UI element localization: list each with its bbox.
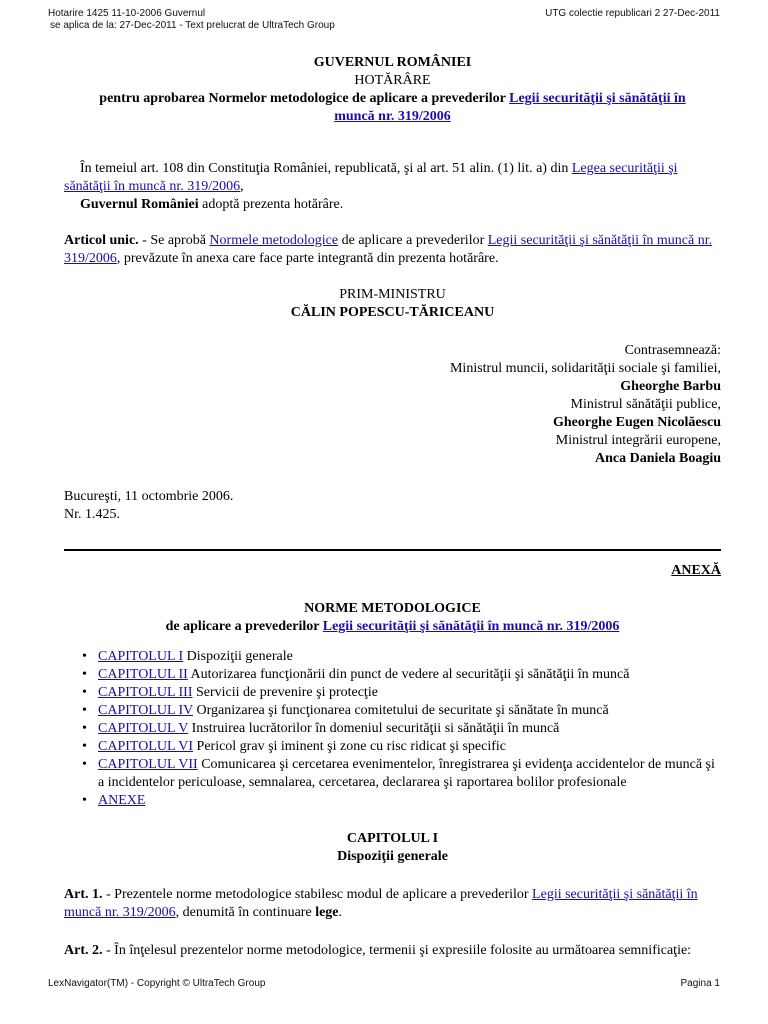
doc-title xyxy=(64,90,721,126)
gov-name: GUVERNUL ROMÂNIEI xyxy=(313,55,472,70)
minister3-name: Anca Daniela Boagiu xyxy=(594,451,721,466)
list-item xyxy=(98,720,721,738)
article-text: - Se aprobă xyxy=(138,233,210,248)
page-header-left xyxy=(48,8,335,32)
legal-basis-text: În temeiul art. 108 din Constituţia României, republicată, şi al art. 51 alin. (1) lit. a) din xyxy=(80,161,572,176)
chapter-list xyxy=(64,648,721,810)
paragraph-legal-basis xyxy=(64,160,721,196)
page-header-right xyxy=(545,8,720,20)
chapter-title: Comunicarea şi cercetarea evenimentelor, înregistrarea şi evidenţa accidentelor de muncă şi a incidentelor periculoase, semnalarea, cercetarea, declararea şi raportarea bolilor profesionale xyxy=(98,757,715,790)
norms-title: NORME METODOLOGICE xyxy=(304,601,481,616)
minister1-title: Ministrul muncii, solidarităţii sociale şi familiei, xyxy=(449,361,721,376)
pm-name: CĂLIN POPESCU-TĂRICEANU xyxy=(290,305,495,320)
footer-copyright: LexNavigator(TM) - Copyright © UltraTech Group xyxy=(48,978,266,989)
article-text: - Prezentele norme metodologice stabilesc modul de aplicare a prevederilor xyxy=(102,887,533,902)
annex-label xyxy=(64,562,721,580)
article-2 xyxy=(64,942,721,960)
article-text: , denumită în continuare xyxy=(175,905,316,920)
law-link[interactable]: Legii securităţii şi sănătăţii în muncă nr. 319/2006 xyxy=(334,91,686,124)
paragraph-adopt xyxy=(64,196,721,214)
article-text: de aplicare a prevederilor xyxy=(338,233,488,248)
minister2-name: Gheorghe Eugen Nicolăescu xyxy=(553,415,721,430)
chapter-link[interactable]: CAPITOLUL V xyxy=(98,721,189,736)
law-link[interactable]: Legea securităţii şi sănătăţii în muncă nr. 319/2006 xyxy=(64,161,678,194)
doc-kind: HOTĂRÂRE xyxy=(354,73,431,88)
gov-bold: Guvernul României xyxy=(80,197,199,212)
article-1 xyxy=(64,886,721,922)
minister1-name: Gheorghe Barbu xyxy=(620,379,721,394)
law-link[interactable]: Legii securităţii şi sănătăţii în muncă nr. 319/2006 xyxy=(64,887,698,920)
chapter-heading: CAPITOLUL I xyxy=(346,831,439,846)
footer-page-number: Pagina 1 xyxy=(680,978,720,989)
list-item xyxy=(98,792,721,810)
place-date: Bucureşti, 11 octombrie 2006. xyxy=(64,489,234,504)
norms-subtitle-text: de aplicare a prevederilor xyxy=(165,619,323,634)
document-body xyxy=(64,54,721,960)
punctuation: , xyxy=(240,179,244,194)
list-item xyxy=(98,666,721,684)
article-label: Art. 1. xyxy=(64,887,103,902)
list-item xyxy=(98,756,721,792)
adopt-text: adoptă prezenta hotărâre. xyxy=(198,197,344,212)
minister2-title: Ministrul sănătăţii publice, xyxy=(570,397,721,412)
chapter-link[interactable]: CAPITOLUL IV xyxy=(98,703,194,718)
article-text: - În înţelesul prezentelor norme metodologice, termenii şi expresiile folosite au următoarea semnificaţie: xyxy=(102,943,692,958)
chapter-subheading: Dispoziţii generale xyxy=(337,849,448,864)
doc-title-text: pentru aprobarea Normelor metodologice de aplicare a prevederilor xyxy=(99,91,510,106)
chapter-link[interactable]: CAPITOLUL VI xyxy=(98,739,194,754)
list-item xyxy=(98,648,721,666)
chapter-link[interactable]: CAPITOLUL VII xyxy=(98,757,198,772)
header-collection: UTG colectie republicari 2 27-Dec-2011 xyxy=(545,8,720,19)
article-unique xyxy=(64,232,721,268)
chapter-title: Instruirea lucrătorilor în domeniul securităţii si sănătăţii în muncă xyxy=(188,721,560,736)
list-item xyxy=(98,702,721,720)
article-text: , prevăzute în anexa care face parte integrantă din prezenta hotărâre. xyxy=(116,251,499,266)
doc-number: Nr. 1.425. xyxy=(64,507,120,522)
law-link[interactable]: Legii securităţii şi sănătăţii în muncă nr. 319/2006 xyxy=(64,233,713,266)
list-item xyxy=(98,738,721,756)
norms-subtitle xyxy=(64,618,721,636)
chapter-title: Servicii de prevenire şi protecţie xyxy=(192,685,378,700)
chapter-title: Dispoziţii generale xyxy=(183,649,293,664)
chapter-title: Autorizarea funcţionării din punct de vedere al securităţii şi sănătăţii în muncă xyxy=(187,667,630,682)
chapter-link[interactable]: CAPITOLUL III xyxy=(98,685,193,700)
pm-title: PRIM-MINISTRU xyxy=(339,287,446,302)
countersign-label: Contrasemnează: xyxy=(624,343,721,358)
annex-text: ANEXĂ xyxy=(671,563,721,578)
article-label: Art. 2. xyxy=(64,943,103,958)
chapter-link[interactable]: CAPITOLUL II xyxy=(98,667,188,682)
punctuation: . xyxy=(338,905,343,920)
minister3-title: Ministrul integrării europene, xyxy=(555,433,721,448)
norms-link[interactable]: Normele metodologice xyxy=(209,233,339,248)
list-item xyxy=(98,684,721,702)
chapter-link[interactable]: CAPITOLUL I xyxy=(98,649,184,664)
chapter-title: Organizarea şi funcţionarea comitetului de securitate şi sănătate în muncă xyxy=(193,703,609,718)
header-apply-date: se aplica de la: 27-Dec-2011 - Text prelucrat de UltraTech Group xyxy=(50,20,335,31)
header-doc-ref: Hotarire 1425 11-10-2006 Guvernul xyxy=(48,8,206,19)
article-label: Articol unic. xyxy=(64,233,139,248)
law-link[interactable]: Legii securităţii şi sănătăţii în muncă nr. 319/2006 xyxy=(322,619,620,634)
annexes-link[interactable]: ANEXE xyxy=(98,793,146,808)
chapter-title: Pericol grav şi iminent şi zone cu risc ridicat şi specific xyxy=(193,739,506,754)
term-bold: lege xyxy=(315,905,339,920)
